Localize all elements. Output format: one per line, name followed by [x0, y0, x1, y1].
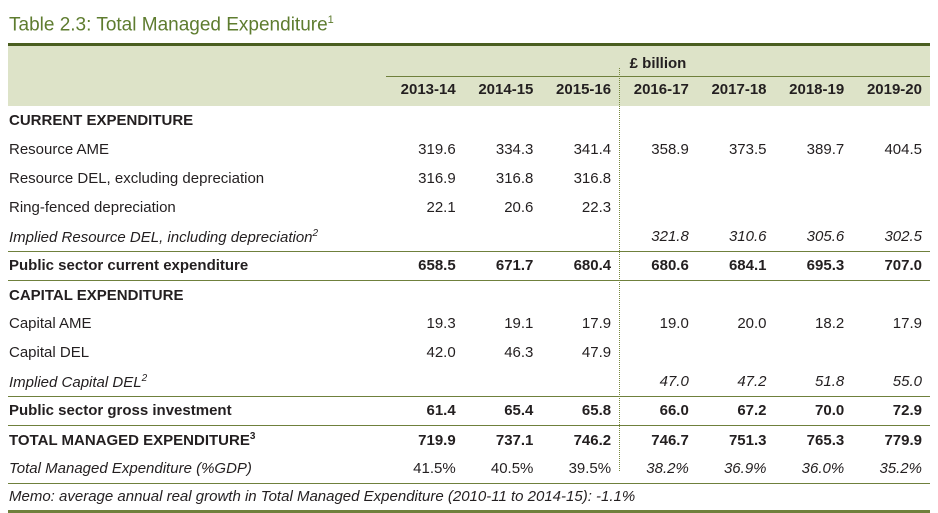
row-label: CAPITAL EXPENDITURE — [9, 286, 184, 304]
unit-header-row — [8, 46, 930, 76]
cell-value: 65.4 — [464, 396, 542, 425]
year-column-header: 2015-16 — [541, 76, 619, 106]
cell-value — [541, 367, 619, 396]
table-row — [8, 135, 930, 164]
table-row — [8, 164, 930, 193]
year-column-header: 2017-18 — [697, 76, 775, 106]
cell-value: 61.4 — [386, 396, 464, 425]
cell-value — [619, 164, 697, 193]
cell-value: 42.0 — [426, 344, 456, 362]
cell-value: 334.3 — [495, 141, 534, 159]
cell-value: 46.3 — [504, 344, 534, 362]
row-label: Ring-fenced depreciation — [9, 199, 176, 217]
cell-value: 47.9 — [581, 344, 612, 362]
cell-value — [697, 193, 775, 222]
cell-value — [852, 280, 930, 309]
cell-value: 737.1 — [495, 431, 534, 449]
cell-value: 319.6 — [418, 141, 456, 159]
cell-value — [464, 280, 542, 309]
cell-value — [852, 193, 930, 222]
cell-value: 40.5% — [464, 454, 542, 483]
table-row — [8, 106, 930, 135]
cell-value — [852, 338, 930, 367]
cell-value — [775, 106, 853, 135]
cell-value — [697, 280, 775, 309]
table-row — [8, 396, 930, 425]
label-superscript: 2 — [141, 372, 148, 384]
cell-value: 19.1 — [504, 315, 534, 333]
unit-label: £ billion — [386, 46, 930, 76]
cell-value — [852, 164, 930, 193]
cell-value: 373.5 — [728, 141, 767, 159]
cell-value: 695.3 — [775, 251, 853, 280]
cell-value: 47.0 — [659, 373, 689, 391]
cell-value: 316.9 — [418, 170, 456, 188]
cell-value: 36.0% — [775, 454, 853, 483]
year-column-header: 2016-17 — [619, 76, 697, 106]
cell-value: 39.5% — [541, 454, 619, 483]
cell-value — [775, 280, 853, 309]
cell-value: 38.2% — [619, 454, 697, 483]
cell-value: 17.9 — [581, 315, 612, 333]
cell-value — [386, 280, 464, 309]
table-row — [8, 280, 930, 309]
cell-value — [697, 164, 775, 193]
cell-value: 18.2 — [815, 315, 845, 333]
cell-value: 321.8 — [651, 228, 689, 246]
cell-value — [619, 193, 697, 222]
header-corner-cell — [8, 46, 386, 76]
cell-value: 316.8 — [495, 170, 534, 188]
cell-value: 671.7 — [464, 251, 542, 280]
cell-value: 19.0 — [659, 315, 689, 333]
header-corner-cell — [8, 76, 386, 106]
table-row — [8, 222, 930, 251]
year-column-header: 2013-14 — [386, 76, 464, 106]
cell-value: 305.6 — [806, 228, 845, 246]
cell-value: 41.5% — [386, 454, 464, 483]
cell-value: 341.4 — [573, 141, 612, 159]
table-row — [8, 367, 930, 396]
cell-value: 719.9 — [418, 431, 456, 449]
cell-value: 72.9 — [852, 396, 930, 425]
cell-value: 746.2 — [573, 431, 612, 449]
cell-value: 47.2 — [737, 373, 767, 391]
cell-value — [775, 193, 853, 222]
cell-value — [541, 280, 619, 309]
row-label: Public sector gross investment — [8, 396, 386, 425]
row-label: TOTAL MANAGED EXPENDITURE$^3$ — [9, 431, 256, 450]
row-label: Implied Resource DEL, including depreciation$^2$ — [9, 227, 319, 246]
table-title-superscript: 1 — [327, 14, 334, 26]
cell-value — [852, 106, 930, 135]
cell-value: 67.2 — [697, 396, 775, 425]
expenditure-table — [8, 46, 930, 513]
row-label: Capital DEL — [9, 344, 90, 362]
cell-value: 51.8 — [815, 373, 845, 391]
cell-value — [386, 106, 464, 135]
cell-value: 658.5 — [386, 251, 464, 280]
table-row — [8, 425, 930, 454]
cell-value: 17.9 — [892, 315, 922, 333]
cell-value — [619, 106, 697, 135]
cell-value — [619, 338, 697, 367]
cell-value — [619, 280, 697, 309]
cell-value: 302.5 — [884, 228, 922, 246]
cell-value: 19.3 — [426, 315, 456, 333]
cell-value: 20.6 — [504, 199, 534, 217]
cell-value: 316.8 — [573, 170, 612, 188]
cell-value: 358.9 — [651, 141, 689, 159]
cell-value: 389.7 — [806, 141, 845, 159]
cell-value: 66.0 — [619, 396, 697, 425]
row-label: Resource DEL, excluding depreciation — [9, 170, 265, 188]
cell-value: 70.0 — [775, 396, 853, 425]
cell-value: 751.3 — [728, 431, 767, 449]
table-title-text: Table 2.3: Total Managed Expenditure — [9, 14, 328, 36]
cell-value — [775, 338, 853, 367]
label-superscript: 3 — [249, 431, 256, 443]
cell-value: 36.9% — [697, 454, 775, 483]
cell-value — [386, 222, 464, 251]
row-label: Total Managed Expenditure (%GDP) — [8, 454, 386, 483]
label-superscript: 2 — [312, 227, 319, 239]
cell-value: 310.6 — [728, 228, 767, 246]
cell-value: 680.6 — [619, 251, 697, 280]
row-label: CURRENT EXPENDITURE — [9, 112, 194, 130]
memo-text: Memo: average annual real growth in Total Managed Expenditure (2010-11 to 2014-15): -1.1% — [8, 483, 930, 511]
table-body — [8, 106, 930, 483]
table-row — [8, 338, 930, 367]
row-label: Implied Capital DEL$^2$ — [9, 372, 148, 391]
cell-value: 65.8 — [541, 396, 619, 425]
cell-value: 779.9 — [884, 431, 922, 449]
memo-row — [8, 483, 930, 511]
forecast-divider-line — [619, 68, 620, 471]
cell-value: 684.1 — [697, 251, 775, 280]
cell-value: 22.3 — [581, 199, 612, 217]
cell-value — [464, 222, 542, 251]
row-label: Capital AME — [9, 315, 92, 333]
cell-value: 746.7 — [651, 431, 689, 449]
cell-value — [464, 367, 542, 396]
year-column-header: 2018-19 — [775, 76, 853, 106]
cell-value: 35.2% — [852, 454, 930, 483]
cell-value: 680.4 — [541, 251, 619, 280]
cell-value — [464, 106, 542, 135]
year-column-header: 2019-20 — [852, 76, 930, 106]
cell-value — [541, 222, 619, 251]
cell-value: 765.3 — [806, 431, 845, 449]
cell-value — [697, 338, 775, 367]
cell-value — [541, 106, 619, 135]
cell-value — [697, 106, 775, 135]
table-title — [8, 6, 930, 43]
cell-value: 707.0 — [852, 251, 930, 280]
row-label: Public sector current expenditure — [8, 251, 386, 280]
year-header-row — [8, 76, 930, 106]
table-row — [8, 454, 930, 483]
table-header — [8, 46, 930, 106]
table-row — [8, 251, 930, 280]
cell-value — [775, 164, 853, 193]
table-row — [8, 193, 930, 222]
table-row — [8, 309, 930, 338]
cell-value: 20.0 — [737, 315, 767, 333]
cell-value: 55.0 — [892, 373, 922, 391]
table-footer — [8, 483, 930, 511]
cell-value: 404.5 — [884, 141, 922, 159]
cell-value: 22.1 — [426, 199, 456, 217]
year-column-header: 2014-15 — [464, 76, 542, 106]
row-label: Resource AME — [9, 141, 110, 159]
cell-value — [386, 367, 464, 396]
